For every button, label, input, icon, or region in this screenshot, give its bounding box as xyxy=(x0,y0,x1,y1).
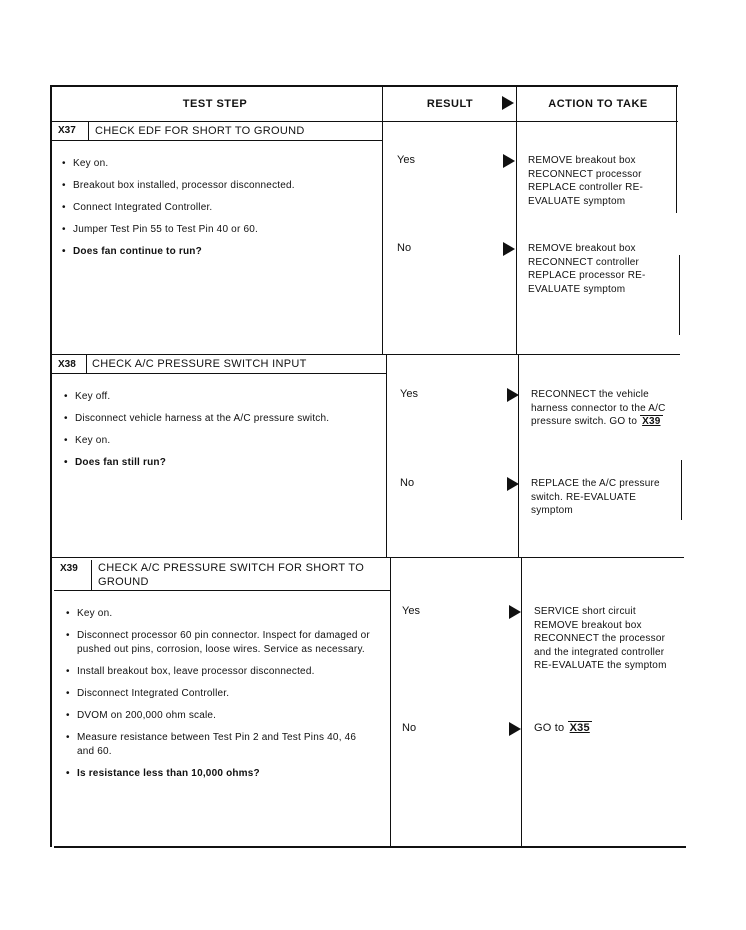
x39-step-list xyxy=(64,607,374,789)
x38-result-yes: Yes xyxy=(400,388,418,400)
x37-title-underline xyxy=(50,140,383,141)
list-item: • Disconnect processor 60 pin connector. Inspect for damaged or pushed out pins, corrosion, loose wires. Service as necessary. xyxy=(64,629,374,657)
x38-step-list xyxy=(62,390,362,478)
x39-step-id: X39 xyxy=(60,563,78,574)
list-item: • Key on. xyxy=(62,434,362,448)
x39-action-yes: SERVICE short circuit REMOVE breakout box RECONNECT the processor and the integrated controller RE-EVALUATE the symptom xyxy=(534,606,667,672)
x37-result-no: No xyxy=(397,242,412,254)
x38-result-no: No xyxy=(400,477,415,489)
col-divider-result-bottom xyxy=(521,558,522,847)
x39-result-yes: Yes xyxy=(402,605,420,617)
arrow-icon xyxy=(503,154,515,168)
x37-step-list xyxy=(60,157,370,267)
list-item: • Breakout box installed, processor disconnected. xyxy=(60,179,370,193)
table-right-border-2 xyxy=(679,255,680,335)
x39-title-underline xyxy=(54,590,391,591)
x37-result-yes: Yes xyxy=(397,154,415,166)
list-item: • Disconnect vehicle harness at the A/C pressure switch. xyxy=(62,412,362,426)
section-divider-1 xyxy=(50,354,680,355)
col-divider-result-lower xyxy=(518,355,519,558)
arrow-icon xyxy=(507,477,519,491)
list-item: • DVOM on 200,000 ohm scale. xyxy=(64,709,374,723)
list-item: • Disconnect Integrated Controller. xyxy=(64,687,374,701)
x38-question: • Does fan still run? xyxy=(62,456,362,470)
col-divider-step-lower xyxy=(386,355,387,558)
x38-title-underline xyxy=(52,373,387,374)
x38-id-divider xyxy=(86,355,87,373)
header-bottom-border xyxy=(50,121,678,122)
list-item: • Install breakout box, leave processor disconnected. xyxy=(64,665,374,679)
x39-question: • Is resistance less than 10,000 ohms? xyxy=(64,767,374,781)
arrow-icon xyxy=(503,242,515,256)
x39-action-no xyxy=(534,722,679,736)
x39-result-no: No xyxy=(402,722,417,734)
table-left-border xyxy=(50,85,52,847)
x38-action-yes-text: RECONNECT the vehicle harness connector to the A/C pressure switch. GO to xyxy=(531,389,666,428)
x37-step-id: X37 xyxy=(58,125,76,136)
x37-action-no: REMOVE breakout box RECONNECT controller REPLACE processor RE-EVALUATE symptom xyxy=(528,243,646,295)
header-arrow-icon xyxy=(502,96,514,110)
list-item: • Jumper Test Pin 55 to Test Pin 40 or 60. xyxy=(60,223,370,237)
x37-question: • Does fan continue to run? xyxy=(60,245,370,259)
col-divider-result xyxy=(516,85,517,355)
section-divider-2 xyxy=(52,557,684,558)
header-result: RESULT xyxy=(426,97,474,110)
col-divider-step-bottom xyxy=(390,558,391,847)
arrow-icon xyxy=(509,605,521,619)
x38-action-no: REPLACE the A/C pressure switch. RE-EVALUATE symptom xyxy=(531,478,660,517)
list-item: • Measure resistance between Test Pin 2 and Test Pins 40, 46 and 60. xyxy=(64,731,374,759)
table-top-border xyxy=(50,85,678,87)
table-right-border xyxy=(676,85,677,213)
header-action: ACTION TO TAKE xyxy=(548,97,648,110)
list-item: • Key on. xyxy=(60,157,370,171)
list-item: • Key on. xyxy=(64,607,374,621)
x38-goto-ref[interactable]: X39 xyxy=(642,416,661,428)
x38-action-yes xyxy=(531,388,671,429)
table-right-border-3 xyxy=(681,460,682,520)
list-item: • Connect Integrated Controller. xyxy=(60,201,370,215)
x38-step-id: X38 xyxy=(58,359,76,370)
x37-action-yes: REMOVE breakout box RECONNECT processor REPLACE controller RE-EVALUATE symptom xyxy=(528,155,643,207)
x39-step-title: CHECK A/C PRESSURE SWITCH FOR SHORT TO GROUND xyxy=(98,562,365,588)
header-test-step: TEST STEP xyxy=(182,97,248,110)
list-item: • Key off. xyxy=(62,390,362,404)
col-divider-step xyxy=(382,85,383,355)
x38-step-title: CHECK A/C PRESSURE SWITCH INPUT xyxy=(92,358,307,370)
x39-id-divider xyxy=(91,560,92,590)
x39-goto-ref[interactable]: X35 xyxy=(569,722,590,734)
x39-action-no-text: GO to xyxy=(534,722,565,734)
arrow-icon xyxy=(507,388,519,402)
arrow-icon xyxy=(509,722,521,736)
x37-step-title: CHECK EDF FOR SHORT TO GROUND xyxy=(95,125,305,137)
x37-id-divider xyxy=(88,122,89,140)
table-bottom-border xyxy=(54,846,686,848)
